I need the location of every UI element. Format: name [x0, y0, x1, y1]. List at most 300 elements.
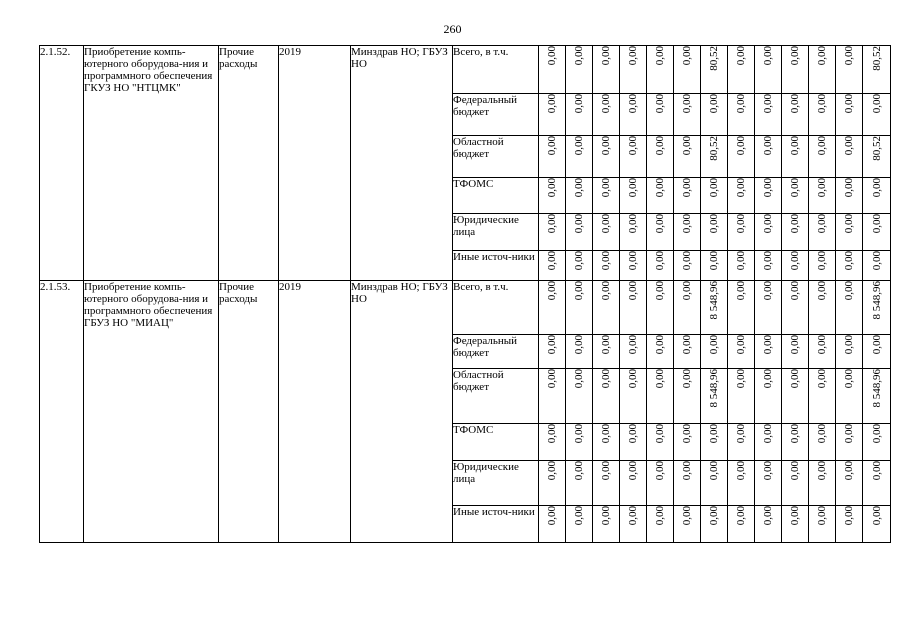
value-text: 0,00 — [681, 506, 693, 526]
value-text: 0,00 — [816, 506, 828, 526]
value-text: 0,00 — [573, 335, 585, 355]
value-cell — [539, 369, 566, 424]
value-cell — [539, 214, 566, 251]
value-cell — [782, 214, 809, 251]
value-text: 0,00 — [654, 136, 666, 156]
value-cell — [647, 136, 674, 178]
row-expense-type: Прочие расходы — [219, 281, 279, 543]
value-text: 0,00 — [762, 136, 774, 156]
value-cell — [836, 369, 863, 424]
funding-source-label: Иные источ-ники — [453, 506, 539, 543]
value-text: 0,00 — [627, 335, 639, 355]
value-cell — [647, 461, 674, 506]
value-text: 0,00 — [573, 424, 585, 444]
value-cell — [836, 424, 863, 461]
value-text: 0,00 — [762, 335, 774, 355]
value-cell — [620, 281, 647, 335]
table-row — [40, 281, 891, 335]
value-cell — [647, 46, 674, 94]
value-text: 0,00 — [735, 46, 747, 66]
value-cell — [674, 506, 701, 543]
funding-source-label: Юридические лица — [453, 214, 539, 251]
value-text: 0,00 — [654, 335, 666, 355]
value-text: 0,00 — [816, 46, 828, 66]
value-cell — [755, 335, 782, 369]
value-cell — [647, 369, 674, 424]
value-text: 0,00 — [789, 94, 801, 114]
value-text: 0,00 — [546, 46, 558, 66]
value-text: 0,00 — [627, 424, 639, 444]
value-cell — [701, 281, 728, 335]
value-cell — [863, 369, 891, 424]
value-cell — [566, 335, 593, 369]
value-text: 0,00 — [708, 214, 720, 234]
value-text: 0,00 — [573, 281, 585, 301]
value-text: 0,00 — [843, 178, 855, 198]
value-cell — [809, 281, 836, 335]
page-number: 260 — [443, 22, 462, 36]
value-text: 0,00 — [654, 46, 666, 66]
value-text: 0,00 — [870, 424, 883, 444]
value-cell — [782, 506, 809, 543]
value-cell — [674, 214, 701, 251]
value-text: 0,00 — [654, 94, 666, 114]
value-cell — [566, 281, 593, 335]
value-cell — [728, 251, 755, 281]
value-cell — [593, 178, 620, 214]
value-cell — [728, 214, 755, 251]
value-cell — [755, 369, 782, 424]
value-cell — [809, 461, 836, 506]
value-text: 0,00 — [681, 335, 693, 355]
value-text: 0,00 — [546, 178, 558, 198]
value-text: 0,00 — [843, 251, 855, 271]
value-cell — [539, 46, 566, 94]
value-cell — [566, 369, 593, 424]
value-text: 0,00 — [708, 178, 720, 198]
value-cell — [809, 136, 836, 178]
value-text: 0,00 — [627, 369, 639, 389]
value-text: 0,00 — [654, 506, 666, 526]
value-text: 0,00 — [573, 461, 585, 481]
value-text: 0,00 — [654, 424, 666, 444]
value-cell — [593, 214, 620, 251]
value-cell — [836, 461, 863, 506]
value-cell — [809, 335, 836, 369]
value-text: 0,00 — [546, 214, 558, 234]
value-cell — [782, 369, 809, 424]
value-cell — [539, 178, 566, 214]
value-cell — [836, 335, 863, 369]
value-text: 0,00 — [843, 506, 855, 526]
value-cell — [620, 136, 647, 178]
row-expense-type: Прочие расходы — [219, 46, 279, 281]
value-cell — [701, 335, 728, 369]
value-cell — [755, 424, 782, 461]
value-text: 0,00 — [681, 281, 693, 301]
table-row — [40, 46, 891, 94]
value-text: 0,00 — [681, 369, 693, 389]
value-text: 0,00 — [600, 369, 612, 389]
value-text: 0,00 — [681, 46, 693, 66]
value-cell — [674, 335, 701, 369]
row-name: Приобретение компь-ютерного оборудова-ния и программного обеспечения ГБУЗ НО "МИАЦ" — [84, 281, 219, 543]
value-cell — [647, 251, 674, 281]
row-name: Приобретение компь-ютерного оборудова-ния и программного обеспечения ГКУЗ НО "НТЦМК" — [84, 46, 219, 281]
value-text: 80,52 — [870, 136, 883, 161]
value-cell — [782, 335, 809, 369]
value-cell — [755, 506, 782, 543]
value-text: 0,00 — [843, 214, 855, 234]
value-text: 0,00 — [600, 46, 612, 66]
value-cell — [701, 94, 728, 136]
value-text: 0,00 — [546, 335, 558, 355]
value-cell — [782, 424, 809, 461]
value-text: 0,00 — [546, 461, 558, 481]
value-text: 0,00 — [762, 461, 774, 481]
value-text: 0,00 — [627, 461, 639, 481]
value-cell — [863, 335, 891, 369]
value-cell — [674, 369, 701, 424]
funding-source-label: Федеральный бюджет — [453, 94, 539, 136]
value-text: 0,00 — [816, 281, 828, 301]
value-cell — [782, 46, 809, 94]
value-text: 80,52 — [870, 46, 883, 71]
value-text: 0,00 — [870, 178, 883, 198]
value-cell — [593, 251, 620, 281]
value-text: 0,00 — [870, 214, 883, 234]
value-cell — [566, 251, 593, 281]
value-text: 0,00 — [681, 214, 693, 234]
value-cell — [809, 251, 836, 281]
value-cell — [809, 369, 836, 424]
value-text: 0,00 — [681, 251, 693, 271]
funding-source-label: ТФОМС — [453, 178, 539, 214]
value-text: 0,00 — [573, 214, 585, 234]
value-text: 0,00 — [627, 214, 639, 234]
value-text: 0,00 — [735, 281, 747, 301]
value-text: 0,00 — [870, 251, 883, 271]
row-id: 2.1.52. — [40, 46, 84, 281]
value-text: 0,00 — [708, 251, 720, 271]
value-cell — [863, 178, 891, 214]
value-cell — [836, 251, 863, 281]
value-text: 0,00 — [762, 251, 774, 271]
value-cell — [755, 461, 782, 506]
value-text: 0,00 — [600, 281, 612, 301]
value-text: 0,00 — [708, 424, 720, 444]
value-cell — [620, 506, 647, 543]
value-text: 0,00 — [600, 424, 612, 444]
value-cell — [620, 424, 647, 461]
value-text: 0,00 — [843, 94, 855, 114]
value-cell — [701, 506, 728, 543]
value-text: 0,00 — [843, 281, 855, 301]
value-text: 0,00 — [762, 281, 774, 301]
value-cell — [701, 369, 728, 424]
funding-source-label: Федеральный бюджет — [453, 335, 539, 369]
value-cell — [863, 506, 891, 543]
funding-source-label: ТФОМС — [453, 424, 539, 461]
value-cell — [539, 281, 566, 335]
value-cell — [620, 94, 647, 136]
value-text: 0,00 — [870, 461, 883, 481]
value-cell — [728, 281, 755, 335]
value-text: 0,00 — [627, 178, 639, 198]
value-cell — [863, 46, 891, 94]
value-text: 0,00 — [600, 136, 612, 156]
value-cell — [674, 178, 701, 214]
value-cell — [782, 251, 809, 281]
funding-source-label: Областной бюджет — [453, 369, 539, 424]
value-text: 8 548,96 — [870, 281, 883, 320]
value-text: 0,00 — [735, 424, 747, 444]
value-cell — [647, 506, 674, 543]
value-text: 0,00 — [600, 506, 612, 526]
value-text: 0,00 — [816, 136, 828, 156]
value-cell — [755, 178, 782, 214]
value-cell — [674, 251, 701, 281]
value-cell — [728, 46, 755, 94]
value-text: 0,00 — [654, 281, 666, 301]
value-text: 0,00 — [816, 369, 828, 389]
value-text: 0,00 — [735, 461, 747, 481]
value-cell — [809, 94, 836, 136]
value-cell — [620, 178, 647, 214]
value-cell — [782, 94, 809, 136]
value-cell — [728, 136, 755, 178]
value-text: 0,00 — [735, 214, 747, 234]
value-cell — [836, 94, 863, 136]
value-text: 0,00 — [816, 94, 828, 114]
value-cell — [701, 214, 728, 251]
funding-source-label: Всего, в т.ч. — [453, 46, 539, 94]
value-text: 0,00 — [708, 461, 720, 481]
value-text: 0,00 — [816, 214, 828, 234]
value-text: 0,00 — [681, 94, 693, 114]
value-cell — [620, 251, 647, 281]
value-cell — [593, 94, 620, 136]
value-cell — [755, 136, 782, 178]
value-cell — [728, 506, 755, 543]
value-cell — [836, 281, 863, 335]
value-text: 0,00 — [816, 461, 828, 481]
value-text: 0,00 — [546, 251, 558, 271]
value-text: 0,00 — [843, 46, 855, 66]
value-cell — [809, 214, 836, 251]
value-cell — [647, 424, 674, 461]
value-cell — [755, 94, 782, 136]
value-text: 0,00 — [600, 178, 612, 198]
value-cell — [809, 178, 836, 214]
value-cell — [539, 461, 566, 506]
value-cell — [674, 94, 701, 136]
value-text: 0,00 — [762, 46, 774, 66]
value-text: 0,00 — [654, 214, 666, 234]
value-text: 0,00 — [654, 461, 666, 481]
value-cell — [566, 424, 593, 461]
value-text: 0,00 — [708, 94, 720, 114]
value-text: 0,00 — [654, 178, 666, 198]
value-text: 0,00 — [870, 335, 883, 355]
value-text: 0,00 — [843, 369, 855, 389]
value-cell — [728, 461, 755, 506]
value-cell — [647, 94, 674, 136]
value-text: 0,00 — [546, 281, 558, 301]
value-cell — [863, 136, 891, 178]
value-cell — [566, 46, 593, 94]
value-cell — [593, 369, 620, 424]
value-cell — [566, 136, 593, 178]
row-id: 2.1.53. — [40, 281, 84, 543]
value-text: 0,00 — [627, 94, 639, 114]
value-cell — [701, 178, 728, 214]
value-cell — [539, 335, 566, 369]
value-text: 0,00 — [546, 424, 558, 444]
value-text: 0,00 — [546, 506, 558, 526]
value-text: 0,00 — [789, 424, 801, 444]
value-text: 0,00 — [573, 251, 585, 271]
value-cell — [566, 461, 593, 506]
value-cell — [539, 251, 566, 281]
value-cell — [593, 136, 620, 178]
value-cell — [836, 136, 863, 178]
value-cell — [674, 281, 701, 335]
value-text: 0,00 — [870, 94, 883, 114]
value-cell — [728, 178, 755, 214]
value-text: 0,00 — [600, 335, 612, 355]
row-executor: Минздрав НО; ГБУЗ НО — [351, 281, 453, 543]
value-text: 0,00 — [735, 369, 747, 389]
value-cell — [674, 136, 701, 178]
value-cell — [863, 281, 891, 335]
value-text: 0,00 — [600, 461, 612, 481]
value-cell — [593, 424, 620, 461]
funding-source-label: Иные источ-ники — [453, 251, 539, 281]
value-cell — [593, 461, 620, 506]
value-text: 0,00 — [735, 506, 747, 526]
value-text: 0,00 — [816, 424, 828, 444]
value-cell — [836, 506, 863, 543]
value-text: 0,00 — [546, 369, 558, 389]
value-text: 0,00 — [762, 369, 774, 389]
value-text: 0,00 — [735, 136, 747, 156]
funding-source-label: Юридические лица — [453, 461, 539, 506]
value-text: 0,00 — [762, 424, 774, 444]
value-cell — [647, 335, 674, 369]
value-cell — [836, 214, 863, 251]
value-text: 0,00 — [627, 251, 639, 271]
value-text: 0,00 — [600, 214, 612, 234]
value-text: 0,00 — [870, 506, 883, 526]
value-text: 8 548,96 — [708, 281, 720, 320]
value-text: 0,00 — [627, 281, 639, 301]
value-text: 0,00 — [600, 94, 612, 114]
value-text: 0,00 — [843, 461, 855, 481]
value-text: 0,00 — [708, 335, 720, 355]
value-text: 0,00 — [789, 136, 801, 156]
value-cell — [755, 214, 782, 251]
value-text: 0,00 — [546, 136, 558, 156]
row-year: 2019 — [279, 46, 351, 281]
funding-source-label: Всего, в т.ч. — [453, 281, 539, 335]
value-cell — [836, 178, 863, 214]
value-cell — [620, 335, 647, 369]
value-cell — [701, 461, 728, 506]
value-text: 0,00 — [789, 178, 801, 198]
value-text: 0,00 — [573, 506, 585, 526]
value-cell — [782, 461, 809, 506]
value-text: 8 548,96 — [870, 369, 883, 408]
value-text: 0,00 — [546, 94, 558, 114]
value-cell — [863, 214, 891, 251]
value-text: 0,00 — [627, 136, 639, 156]
value-cell — [647, 281, 674, 335]
value-cell — [809, 424, 836, 461]
value-text: 0,00 — [816, 335, 828, 355]
value-cell — [755, 251, 782, 281]
row-year: 2019 — [279, 281, 351, 543]
value-text: 0,00 — [600, 251, 612, 271]
value-text: 0,00 — [681, 136, 693, 156]
value-cell — [782, 281, 809, 335]
value-text: 0,00 — [573, 178, 585, 198]
funding-source-label: Областной бюджет — [453, 136, 539, 178]
value-text: 0,00 — [654, 251, 666, 271]
value-cell — [593, 506, 620, 543]
value-cell — [674, 424, 701, 461]
value-text: 0,00 — [681, 461, 693, 481]
value-text: 0,00 — [735, 94, 747, 114]
value-cell — [836, 46, 863, 94]
value-text: 0,00 — [843, 136, 855, 156]
value-text: 0,00 — [789, 461, 801, 481]
value-cell — [782, 136, 809, 178]
value-text: 0,00 — [762, 94, 774, 114]
value-cell — [863, 94, 891, 136]
value-text: 0,00 — [654, 369, 666, 389]
value-cell — [539, 136, 566, 178]
value-text: 0,00 — [843, 424, 855, 444]
value-cell — [701, 136, 728, 178]
value-cell — [620, 461, 647, 506]
value-cell — [620, 369, 647, 424]
value-text: 0,00 — [681, 178, 693, 198]
value-text: 0,00 — [762, 214, 774, 234]
value-cell — [728, 335, 755, 369]
value-cell — [539, 94, 566, 136]
value-cell — [701, 424, 728, 461]
value-text: 0,00 — [816, 251, 828, 271]
value-cell — [566, 506, 593, 543]
value-text: 0,00 — [627, 46, 639, 66]
value-cell — [701, 251, 728, 281]
value-cell — [728, 369, 755, 424]
value-text: 0,00 — [708, 506, 720, 526]
value-cell — [566, 94, 593, 136]
value-text: 0,00 — [627, 506, 639, 526]
value-cell — [863, 461, 891, 506]
value-cell — [728, 94, 755, 136]
value-text: 0,00 — [762, 178, 774, 198]
value-text: 0,00 — [816, 178, 828, 198]
value-text: 0,00 — [789, 281, 801, 301]
value-cell — [728, 424, 755, 461]
value-cell — [539, 506, 566, 543]
value-cell — [674, 46, 701, 94]
value-cell — [755, 281, 782, 335]
value-cell — [539, 424, 566, 461]
